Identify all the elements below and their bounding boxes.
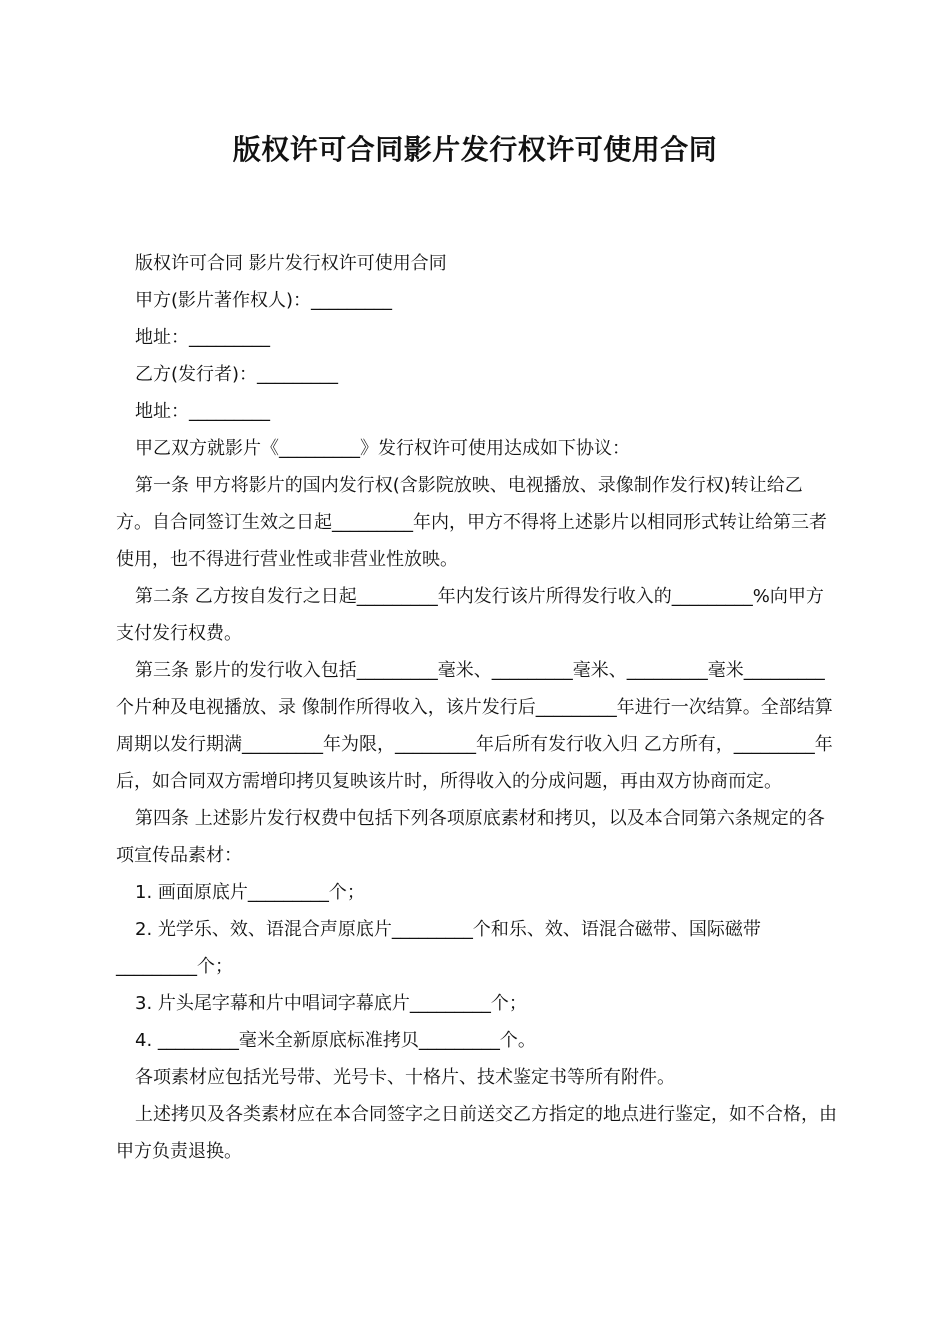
paragraph-party-a: 甲方(影片著作权人)：_________ xyxy=(135,290,393,311)
paragraph-subtitle: 版权许可合同 影片发行权许可使用合同 xyxy=(135,253,447,274)
paragraph-item-2: 2. 光学乐、效、语混合声原底片_________个和乐、效、语混合磁带、国际磁带_________个； xyxy=(116,919,761,977)
paragraph-article-1: 第一条 甲方将影片的国内发行权(含影院放映、电视播放、录像制作发行权)转让给乙方。自合同签订生效之日起_________年内，甲方不得将上述影片以相同形式转让给第三者使用，也不得进行营业性或非营业性放映。 xyxy=(116,475,827,570)
document-title: 版权许可合同影片发行权许可使用合同 xyxy=(232,133,718,166)
document-body xyxy=(116,245,838,1170)
paragraph-article-2: 第二条 乙方按自发行之日起_________年内发行该片所得发行收入的_________%向甲方支付发行权费。 xyxy=(116,586,824,644)
paragraph-party-a-address: 地址：_________ xyxy=(135,327,270,348)
paragraph-item-1: 1. 画面原底片_________个； xyxy=(135,882,365,903)
paragraph-inspection: 上述拷贝及各类素材应在本合同签字之日前送交乙方指定的地点进行鉴定，如不合格，由甲方负责退换。 xyxy=(116,1104,837,1162)
paragraph-item-4: 4. _________毫米全新原底标准拷贝_________个。 xyxy=(135,1030,536,1051)
paragraph-item-3: 3. 片头尾字幕和片中唱词字幕底片_________个； xyxy=(135,993,527,1014)
paragraph-article-3: 第三条 影片的发行收入包括_________毫米、_________毫米、_________毫米_________个片种及电视播放、录 像制作所得收入，该片发行后_________年进行一次结算。全部结算周期以发行期满_________年为限，_________年后所有发行收入归 乙方所有，_________年后，如合同双方需增印拷贝复映该片时，所得收入的分成问题，再由双方协商而定。 xyxy=(116,660,833,792)
paragraph-party-b: 乙方(发行者)：_________ xyxy=(135,364,339,385)
paragraph-agreement-intro: 甲乙双方就影片《_________》发行权许可使用达成如下协议： xyxy=(135,438,630,459)
paragraph-article-4: 第四条 上述影片发行权费中包括下列各项原底素材和拷贝，以及本合同第六条规定的各项宣传品素材： xyxy=(116,808,825,866)
paragraph-attachments: 各项素材应包括光号带、光号卡、十格片、技术鉴定书等所有附件。 xyxy=(135,1067,675,1088)
paragraph-party-b-address: 地址：_________ xyxy=(135,401,270,422)
